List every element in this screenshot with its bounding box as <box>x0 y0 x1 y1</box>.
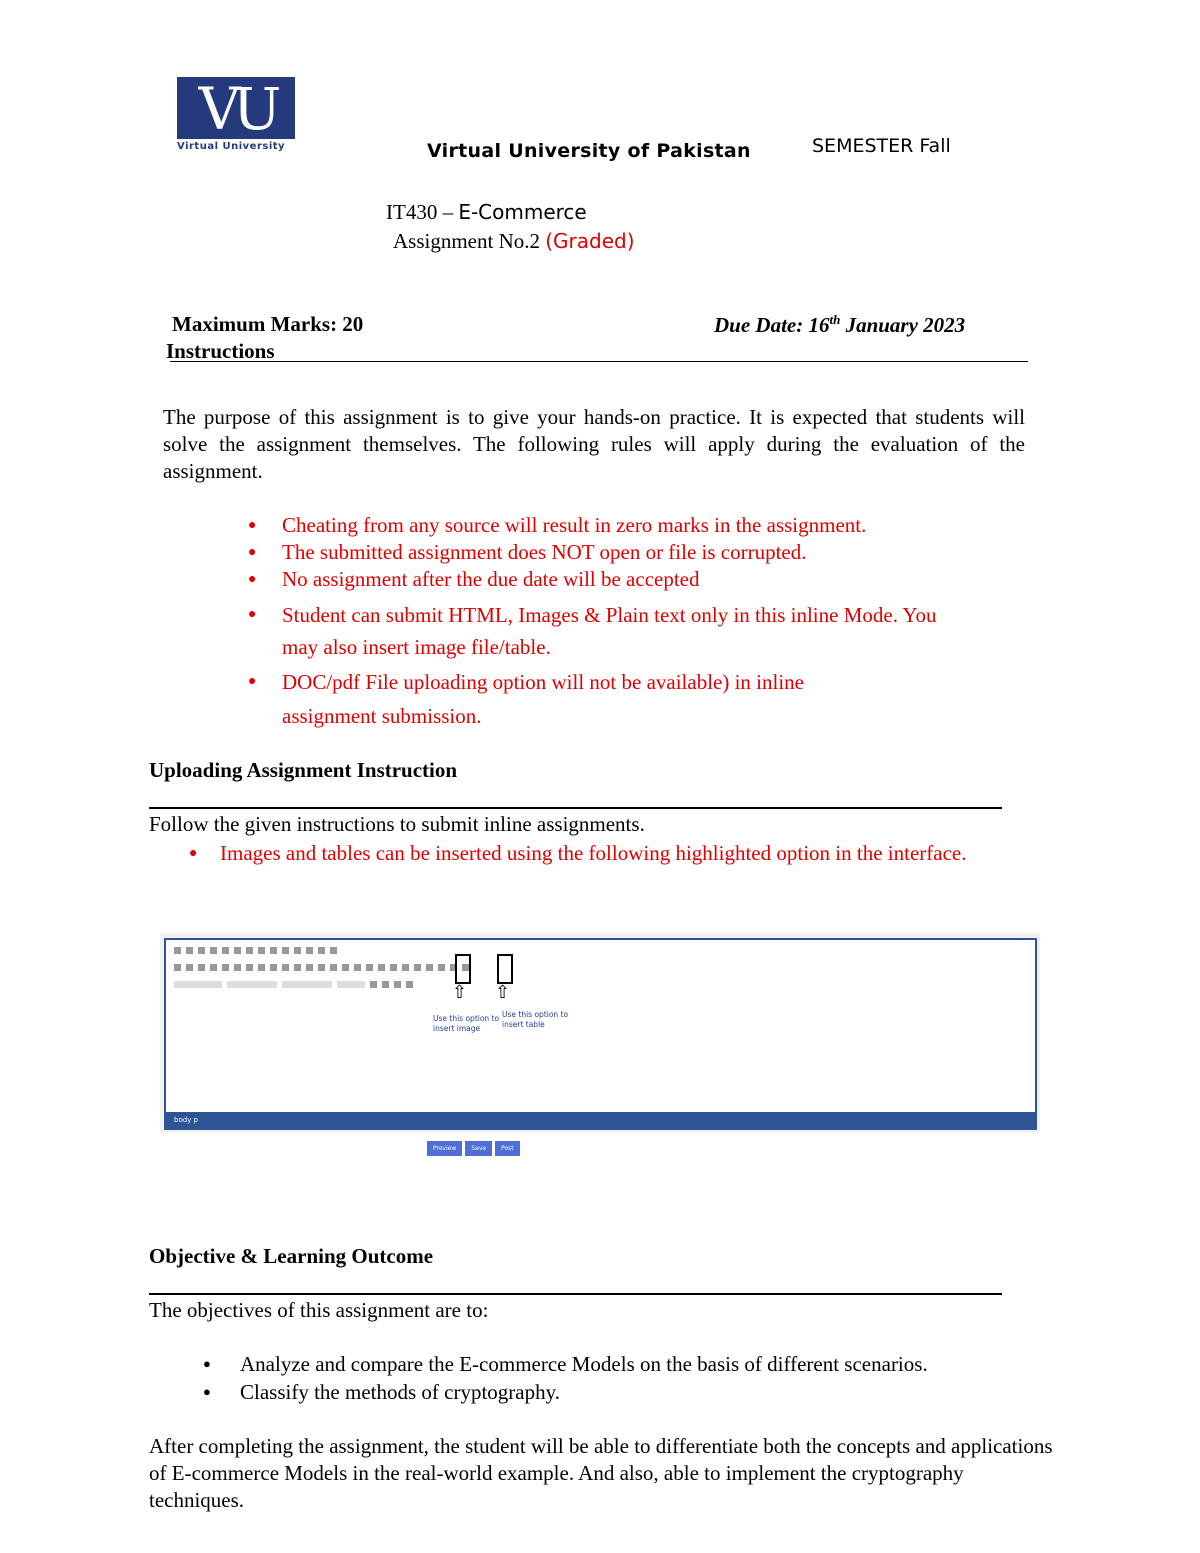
objectives-intro: The objectives of this assignment are to: <box>149 1298 489 1322</box>
university-name: Virtual University of Pakistan <box>427 140 751 162</box>
arrow-up-icon: ⇧ <box>452 982 468 1003</box>
rule-item: ● DOC/pdf File uploading option will not be available) in inline assignment submission. <box>248 665 882 733</box>
logo-text: VU <box>198 75 274 143</box>
graded-label: (Graded) <box>545 229 635 253</box>
divider <box>149 1293 1002 1295</box>
instructions-intro: The purpose of this assignment is to give your hands-on practice. It is expected that students will solve the assignment themselves. The following rules will apply during the evaluation of the assignment. <box>163 405 1025 483</box>
rule-item: ● Student can submit HTML, Images & Plain text only in this inline Mode. You may also insert image file/table. <box>248 599 970 663</box>
divider <box>170 361 1028 362</box>
rule-item: ● Cheating from any source will result in zero marks in the assignment. <box>248 512 970 539</box>
upload-heading: Uploading Assignment Instruction <box>149 758 458 782</box>
assignment-title <box>393 229 635 254</box>
instructions-heading: Instructions <box>166 339 275 363</box>
rule-item: ● The submitted assignment does NOT open or file is corrupted. <box>248 539 970 566</box>
semester-label: SEMESTER Fall <box>812 135 951 157</box>
course-code: IT430 – <box>386 200 459 224</box>
learning-outcome: After completing the assignment, the student will be able to differentiate both the concepts and applications of E-commerce Models in the real-world example. And also, able to implement the cryptography techniques. <box>149 1434 1053 1512</box>
upload-note-list <box>189 840 989 867</box>
toolbar-row-3 <box>174 980 418 992</box>
objective-item: ● Classify the methods of cryptography. <box>203 1378 928 1406</box>
course-title <box>386 200 587 225</box>
editor-statusbar: body p <box>166 1112 1035 1128</box>
objectives-heading: Objective & Learning Outcome <box>149 1244 434 1268</box>
editor-screenshot <box>160 933 1040 1133</box>
preview-button[interactable]: Preview <box>427 1141 462 1156</box>
course-name: E-Commerce <box>458 200 587 224</box>
logo-subtitle: Virtual University <box>177 141 286 152</box>
save-button[interactable]: Save <box>465 1141 492 1156</box>
rule-item: ● No assignment after the due date will be accepted <box>248 566 970 593</box>
rules-list <box>248 512 970 733</box>
divider <box>149 807 1002 809</box>
upload-intro: Follow the given instructions to submit inline assignments. <box>149 812 645 836</box>
due-date: Due Date: 16th January 2023 <box>714 312 966 337</box>
post-button[interactable]: Post <box>495 1141 520 1156</box>
toolbar-row-2 <box>174 963 474 975</box>
university-logo <box>177 77 297 155</box>
table-option-highlight <box>497 954 513 984</box>
image-option-tip: Use this option to insert image <box>433 1014 500 1033</box>
editor-buttons <box>427 1141 523 1156</box>
objective-item: ● Analyze and compare the E-commerce Models on the basis of different scenarios. <box>203 1350 928 1378</box>
arrow-up-icon: ⇧ <box>495 982 511 1003</box>
assignment-number: Assignment No.2 <box>393 229 546 253</box>
image-option-highlight <box>455 954 471 984</box>
table-option-tip: Use this option to insert table <box>502 1010 569 1029</box>
toolbar-row-1 <box>174 946 342 958</box>
max-marks: Maximum Marks: 20 <box>172 312 364 336</box>
rich-text-editor <box>164 938 1037 1130</box>
objectives-list <box>203 1350 928 1406</box>
upload-note: ● Images and tables can be inserted using the following highlighted option in the interface. <box>189 840 989 867</box>
